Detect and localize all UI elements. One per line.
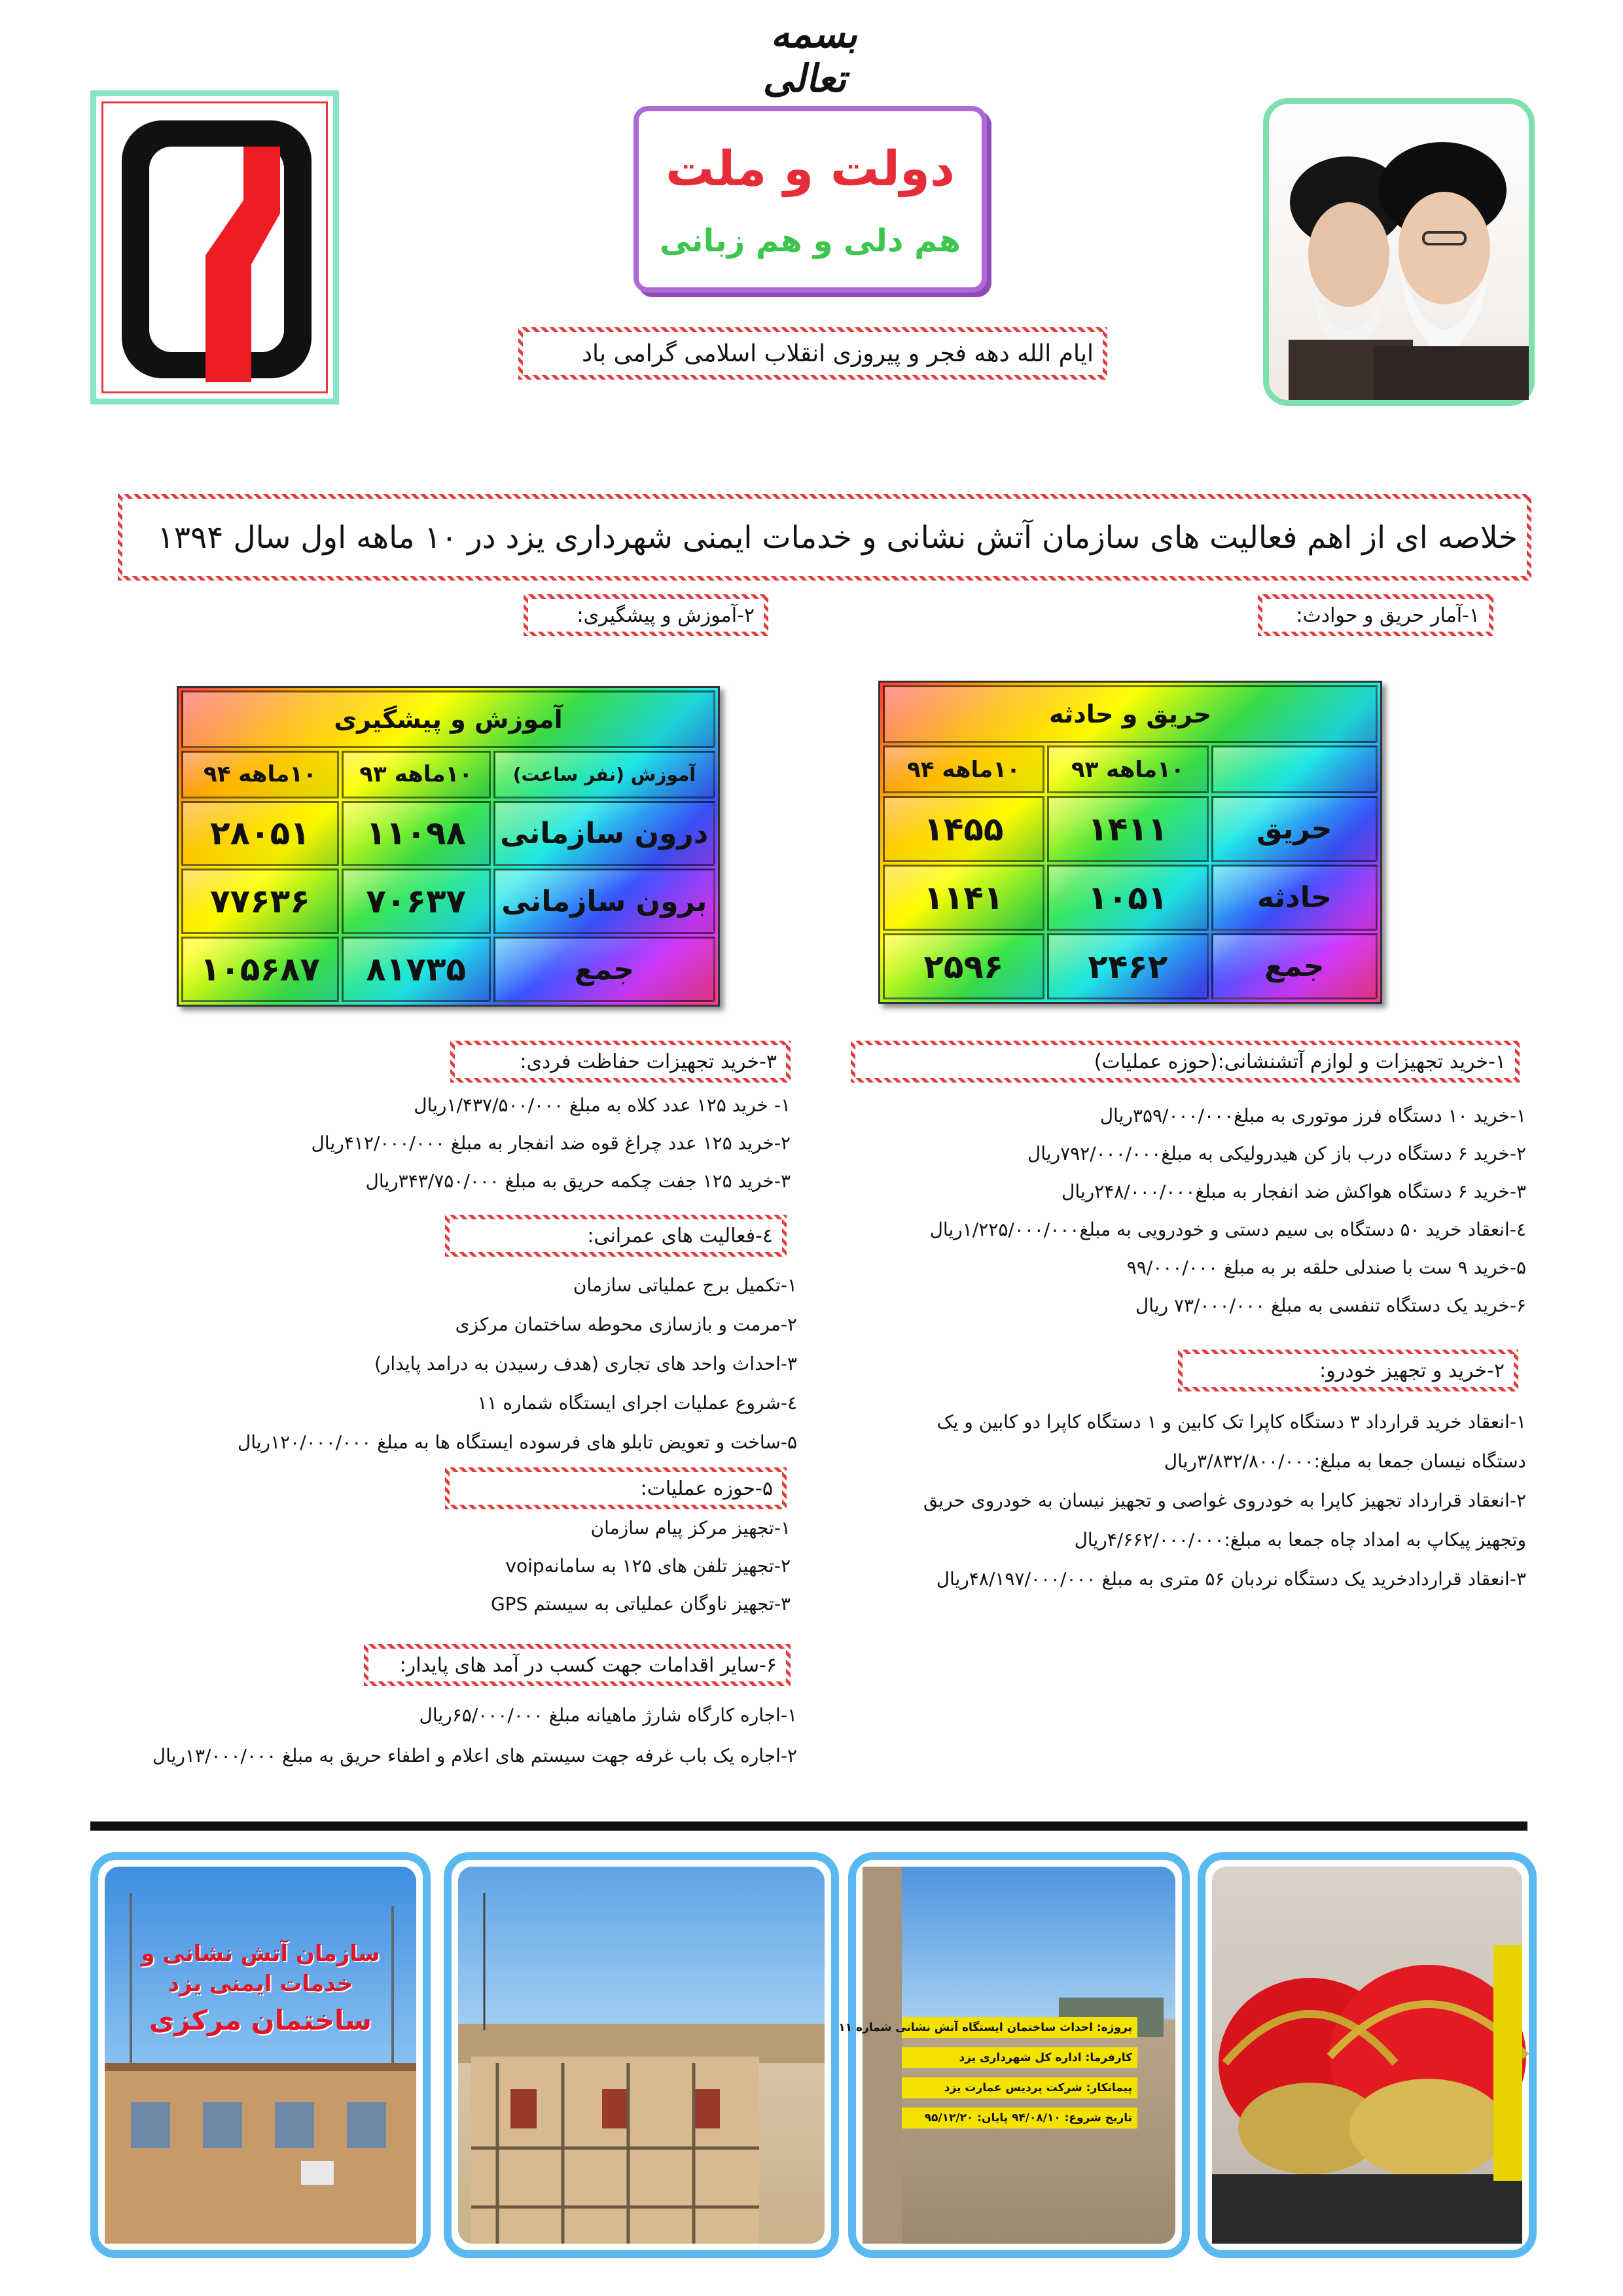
cell-value: ۷۷۶۳۶ [181, 869, 339, 934]
cell-value: ۱۱۰۹۸ [342, 801, 491, 867]
list-item: ۳-خرید ۶ دستگاه هواکش ضد انفجار به مبلغ۲۴۸/۰۰۰/۰۰۰ریال [1061, 1181, 1526, 1202]
cell-value: ۸۱۷۳۵ [342, 937, 491, 1002]
cell-value: ۱۰۵۶۸۷ [181, 937, 339, 1002]
list-item: وتجهیز پیکاپ به امداد چاه جمعا به مبلغ:۴/۶۶۲/۰۰۰/۰۰۰ریال [1074, 1529, 1526, 1551]
table-header-empty [1211, 745, 1378, 793]
photo-headquarters [90, 1852, 431, 2258]
table-row [883, 933, 1378, 999]
table-title: آموزش و پیشگیری [181, 691, 715, 748]
sign-text-line1: سازمان آتش نشانی و خدمات ایمنی یزد [141, 1941, 380, 1997]
section-title: ۱-آمار حریق و حوادث: [1262, 599, 1489, 632]
cell-value: ۲۴۶۲ [1047, 933, 1209, 999]
revenue-list [45, 1695, 797, 1776]
table-row [883, 796, 1378, 862]
row-label: درون سازمانی [493, 801, 715, 867]
section-title: ۳-خرید تجهیزات حفاظت فردی: [455, 1045, 786, 1078]
greeting-banner [518, 327, 1107, 380]
list-item: ٤-شروع عملیات اجرای ایستگاه شماره ۱۱ [477, 1392, 797, 1414]
list-item: ۶-خرید یک دستگاه تنفسی به مبلغ ۷۳/۰۰۰/۰۰۰ ریال [1135, 1295, 1526, 1316]
cell-value: ۱۴۱۱ [1047, 796, 1209, 862]
list-item: ۲-مرمت و بازسازی محوطه ساختمان مرکزی [455, 1314, 797, 1335]
cell-value: ۱۴۵۵ [883, 796, 1044, 862]
banner-project: پروژه: احداث ساختمان ایستگاه آتش نشانی شماره ۱۱ [902, 2017, 1137, 2038]
banner-dates: تاریخ شروع: ۹۴/۰۸/۱۰ پایان: ۹۵/۱۲/۲۰ [902, 2108, 1137, 2128]
list-item: ۵-ساخت و تعویض تابلو های فرسوده ایستگاه ها به مبلغ ۱۲۰/۰۰۰/۰۰۰ریال [237, 1431, 797, 1453]
section-title: ٤-فعالیت های عمرانی: [450, 1219, 782, 1252]
list-item: ۲-تجهیز تلفن های ۱۲۵ به سامانهvoip [505, 1555, 791, 1577]
table-header-94: ۱۰ماهه ۹۴ [883, 745, 1044, 793]
section-title: ۲-خرید و تجهیز خودرو: [1183, 1354, 1514, 1387]
greeting-text: ایام الله دهه فجر و پیروزی انقلاب اسلامی گرامی باد [523, 332, 1103, 375]
sign-text-line2: ساختمان مرکزی [149, 2004, 372, 2036]
table-row [181, 869, 715, 934]
table-row [181, 937, 715, 1002]
list-item: ۲-انعقاد قرارداد تجهیز کاپرا به خودروی غواصی و تجهیز نیسان به خودروی حریق [923, 1490, 1526, 1511]
horizontal-divider [90, 1821, 1527, 1831]
section-header-equipment [851, 1041, 1520, 1083]
list-item: ۱- خرید ۱۲۵ عدد کلاه به مبلغ ۱/۴۳۷/۵۰۰/۰۰۰ریال [414, 1094, 791, 1116]
list-item: ۱-خرید ۱۰ دستگاه فرز موتوری به مبلغ۳۵۹/۰۰۰/۰۰۰ریال [1099, 1105, 1526, 1126]
list-item: ۲-خرید ۶ دستگاه درب باز کن هیدرولیکی به مبلغ۷۹۲/۰۰۰/۰۰۰ریال [1027, 1143, 1526, 1164]
banner-employer: کارفرما: اداره کل شهرداری یزد [902, 2047, 1137, 2068]
photo-fire-helmets [1198, 1852, 1537, 2258]
project-banners [838, 2017, 1137, 2128]
slogan-subtitle: هم دلی و هم زبانی [659, 223, 961, 259]
table-row [181, 801, 715, 867]
leaders-portrait [1263, 98, 1535, 406]
cell-value: ۷۰۶۳۷ [342, 869, 491, 934]
list-item: ۱-تجهیز مرکز پیام سازمان [590, 1517, 791, 1539]
training-table [177, 686, 720, 1007]
row-label: جمع [1211, 933, 1378, 999]
table-header-unit: آموزش (نفر ساعت) [493, 751, 715, 798]
section-title: ۵-حوزه عملیات: [450, 1472, 782, 1505]
list-item: ۳-تجهیز ناوگان عملیاتی به سیستم GPS [490, 1593, 791, 1615]
table-title: حریق و حادثه [883, 685, 1378, 743]
cell-value: ۱۰۵۱ [1047, 865, 1209, 931]
list-item: ۵-خرید ۹ ست با صندلی حلقه بر به مبلغ ۹۹/۰۰۰/۰۰۰ [1126, 1257, 1526, 1278]
construction-image [458, 1867, 825, 2244]
vehicles-list [741, 1403, 1526, 1599]
section-header-fire-stats [1258, 594, 1493, 636]
slogan-box [633, 106, 987, 293]
table-header-93: ۱۰ماهه ۹۳ [1047, 745, 1209, 793]
logo-emblem-icon [103, 103, 330, 395]
list-item: ۳-انعقاد قراردادخرید یک دستگاه نردبان ۵۶ متری به مبلغ ۴۸/۱۹۷/۰۰۰/۰۰۰ریال [936, 1568, 1526, 1590]
table-header-94: ۱۰ماهه ۹۴ [181, 751, 339, 798]
section-header-revenue [364, 1644, 791, 1686]
cell-value: ۱۱۴۱ [883, 865, 1044, 931]
helmets-image [1212, 1867, 1522, 2244]
list-item: ۳-خرید ۱۲۵ جفت چکمه حریق به مبلغ ۳۴۳/۷۵۰/۰۰۰ریال [365, 1170, 791, 1192]
list-item: ۲-خرید ۱۲۵ عدد چراغ قوه ضد انفجار به مبلغ ۴۱۲/۰۰۰/۰۰۰ریال [311, 1132, 791, 1154]
section-header-vehicles [1178, 1350, 1518, 1391]
fire-department-logo [90, 90, 339, 404]
equipment-list [839, 1097, 1526, 1325]
table-header-93: ۱۰ماهه ۹۳ [342, 751, 491, 798]
photo-station-site [838, 1852, 1190, 2258]
row-label: برون سازمانی [493, 869, 715, 934]
section-header-ppe [450, 1041, 791, 1083]
row-label: حادثه [1211, 865, 1378, 931]
section-title: ۲-آموزش و پیشگیری: [528, 599, 764, 632]
page-title: خلاصه ای از اهم فعالیت های سازمان آتش نشانی و خدمات ایمنی شهرداری یزد در ۱۰ ماهه اول سال ۱۳۹۴ [122, 499, 1527, 576]
section-title: ۶-سایر اقدامات جهت کسب در آمد های پایدار: [368, 1649, 786, 1681]
cell-value: ۲۸۰۵۱ [181, 801, 339, 867]
section-title: ۱-خرید تجهیزات و لوازم آتشنشانی:(حوزه عملیات) [855, 1045, 1515, 1078]
cell-value: ۲۵۹۶ [883, 933, 1044, 999]
section-header-operations [445, 1467, 787, 1509]
slogan-title: دولت و ملت [666, 141, 955, 197]
bismillah-calligraphy: بسمه تعالی [760, 12, 865, 101]
table-row [883, 865, 1378, 931]
construction-list [110, 1266, 797, 1462]
list-item: ۱-انعقاد خرید قرارداد ۳ دستگاه کاپرا تک کابین و ۱ دستگاه کاپرا دو کابین و یک [936, 1411, 1526, 1433]
photo-construction [444, 1852, 839, 2258]
row-label: جمع [493, 937, 715, 1002]
fire-incident-table [878, 681, 1382, 1004]
main-title-banner [118, 494, 1531, 581]
section-header-training [524, 594, 768, 636]
section-header-construction [445, 1215, 787, 1257]
list-item: ٤-انعقاد خرید ۵۰ دستگاه بی سیم دستی و خودرویی به مبلغ۱/۲۲۵/۰۰۰/۰۰۰ریال [929, 1219, 1526, 1240]
ppe-list [136, 1086, 791, 1200]
list-item: ۲-اجاره یک باب غرفه جهت سیستم های اعلام و اطفاء حریق به مبلغ ۱۳/۰۰۰/۰۰۰ریال [152, 1745, 797, 1767]
building-image [105, 1867, 416, 2244]
list-item: ۳-احداث واحد های تجاری (هدف رسیدن به درامد پایدار) [374, 1353, 797, 1374]
row-label: حریق [1211, 796, 1378, 862]
banner-contractor: پیمانکار: شرکت پردیس عمارت یزد [902, 2077, 1137, 2098]
portrait-image [1269, 104, 1529, 400]
list-item: دستگاه نیسان جمعا به مبلغ:۳/۸۳۲/۸۰۰/۰۰۰ریال [1164, 1450, 1526, 1472]
operations-list [332, 1509, 791, 1623]
list-item: ۱-تکمیل برج عملیاتی سازمان [573, 1274, 797, 1296]
list-item: ۱-اجاره کارگاه شارژ ماهیانه مبلغ ۶۵/۰۰۰/۰۰۰ریال [419, 1704, 797, 1726]
